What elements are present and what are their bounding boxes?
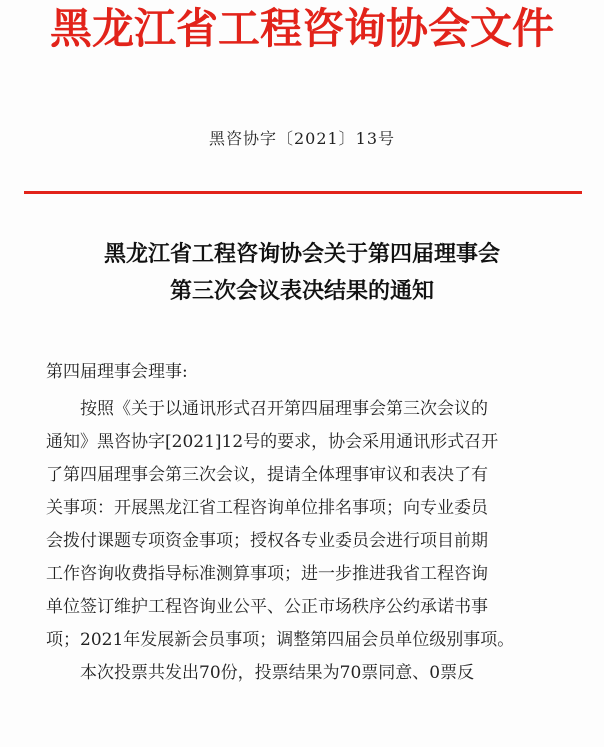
paragraph-2: [46, 657, 566, 690]
red-divider-line: [24, 191, 582, 194]
paragraph-1-line: 工作咨询收费指导标准测算事项；进一步推进我省工程咨询: [46, 564, 488, 584]
paragraph-1-line: 通知》黑咨协字[2021]12号的要求，协会采用通讯形式召开: [46, 432, 499, 452]
paragraph-1-line: 按照《关于以通讯形式召开第四届理事会第三次会议的: [80, 399, 488, 419]
paragraph-1-line: 项；2021年发展新会员事项；调整第四届会员单位级别事项。: [46, 630, 515, 650]
notice-title-line-2: 第三次会议表决结果的通知: [169, 278, 434, 304]
paragraph-2-line: 本次投票共发出70份，投票结果为70票同意、0票反: [80, 663, 475, 683]
paragraph-1: [46, 393, 566, 657]
paragraph-1-line: 了第四届理事会第三次会议，提请全体理事审议和表决了有: [46, 465, 488, 485]
notice-body: [46, 356, 566, 690]
masthead-title: 黑龙江省工程咨询协会文件: [49, 4, 554, 53]
paragraph-1-line: 关事项：开展黑龙江省工程咨询单位排名事项；向专业委员: [46, 498, 488, 518]
paragraph-1-line: 会拨付课题专项资金事项；授权各专业委员会进行项目前期: [46, 531, 488, 551]
document-number: 黑咨协字〔2021〕13号: [208, 129, 396, 148]
salutation: 第四届理事会理事:: [46, 362, 188, 382]
notice-title: [0, 236, 604, 310]
notice-title-line-1: 黑龙江省工程咨询协会关于第四届理事会: [103, 241, 500, 267]
paragraph-1-line: 单位签订维护工程咨询业公平、公正市场秩序公约承诺书事: [46, 597, 488, 617]
